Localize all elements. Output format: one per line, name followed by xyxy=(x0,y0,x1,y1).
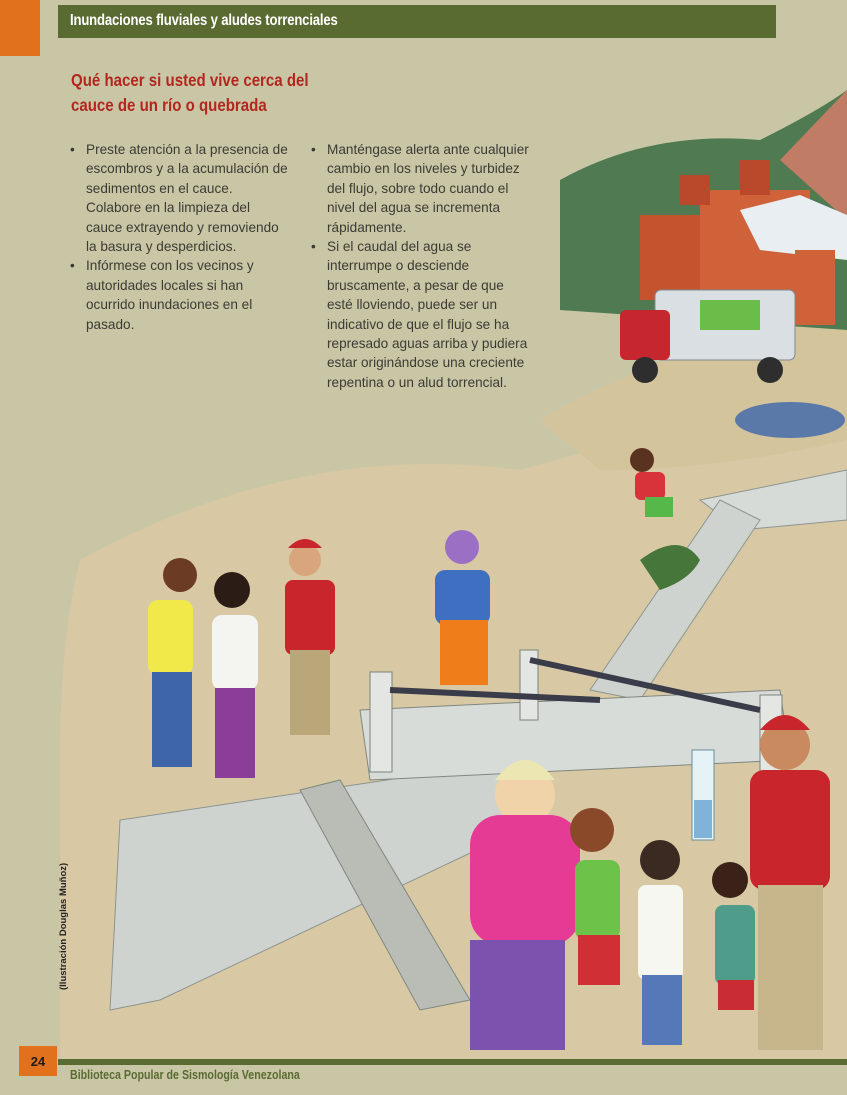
bullet-icon: • xyxy=(311,142,316,157)
header-orange-tab xyxy=(0,0,40,56)
list-item-text: Infórmese con los vecinos y autoridades locales si han ocurrido inundaciones en el pasado. xyxy=(86,258,254,332)
list-item-text: Preste atención a la presencia de escombros y a la acumulación de sedimentos en el cauce. Colabore en la limpieza del cauce extrayendo y removiendo la basura y desperdicios. xyxy=(86,142,288,255)
bullet-list-left xyxy=(70,140,288,334)
list-item xyxy=(70,256,288,334)
illustration-credit: (Ilustración Douglas Muñoz) xyxy=(58,862,69,990)
footer-publication: Biblioteca Popular de Sismología Venezolana xyxy=(70,1067,300,1082)
page-number: 24 xyxy=(19,1046,57,1076)
list-item xyxy=(311,140,533,237)
section-heading: Qué hacer si usted vive cerca del cauce de un río o quebrada xyxy=(71,70,309,115)
header-bar xyxy=(58,5,776,38)
bullet-icon: • xyxy=(70,258,75,274)
footer-rule xyxy=(58,1059,847,1065)
page-title: Inundaciones fluviales y aludes torrenciales xyxy=(70,12,338,29)
list-item-text: Si el caudal del agua se interrumpe o desciende bruscamente, a pesar de que esté lloviendo, puede ser un indicativo de que el flujo se ha represado aguas arriba y pudiera estar originándose una creciente repentina o un alud torrencial. xyxy=(327,239,528,390)
list-item xyxy=(70,140,288,256)
bullet-icon: • xyxy=(311,239,316,255)
list-item xyxy=(311,237,533,392)
bullet-icon: • xyxy=(70,142,75,157)
bullet-list-right xyxy=(311,140,533,392)
list-item-text: Manténgase alerta ante cualquier cambio en los niveles y turbidez del flujo, sobre todo cuando el nivel del agua se incrementa rápidamente. xyxy=(327,142,529,235)
